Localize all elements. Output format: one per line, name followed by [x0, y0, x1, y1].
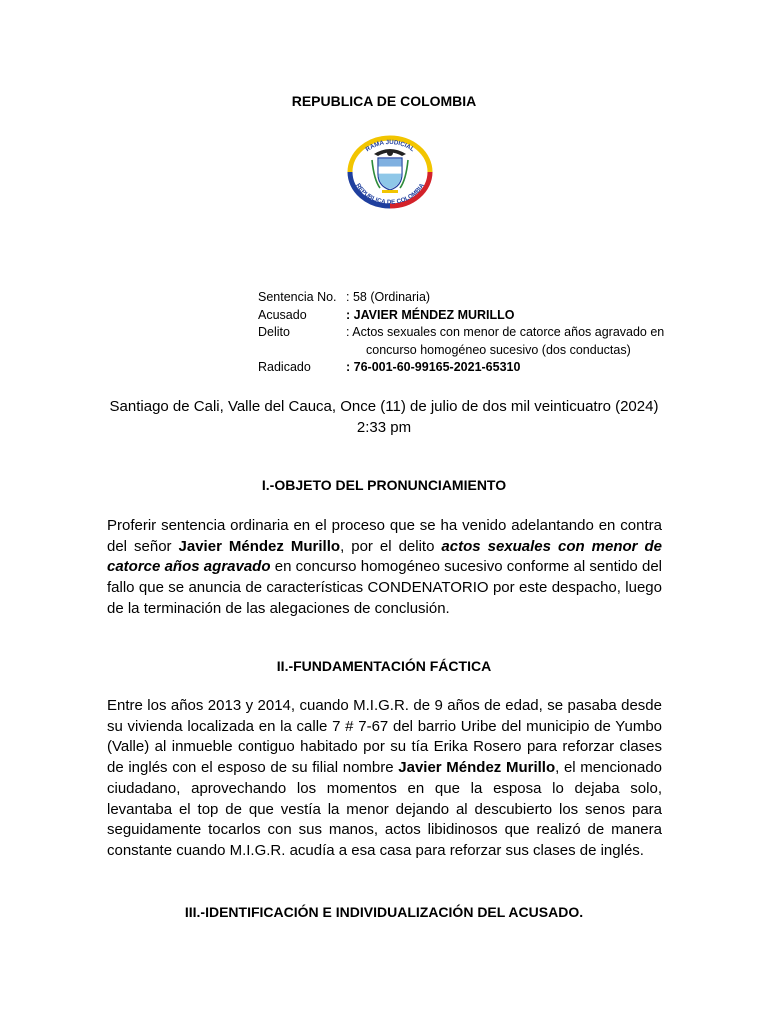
sentencia-value: : 58 (Ordinaria): [346, 290, 431, 304]
accused-name: Javier Méndez Murillo: [398, 759, 556, 777]
section-1-paragraph: Proferir sentencia ordinaria en el proceso que se ha venido adelantando en contra del señor Javier Méndez Murillo, por el delito actos sexuales con menor de catorce años agravado en concurso homogéneo sucesivo conforme al sentido del fallo que se anuncia de características CONDENATORIO por este despacho, luego de la terminación de las alegaciones de conclusión.: [107, 517, 662, 617]
document-title: REPUBLICA DE COLOMBIA: [291, 93, 477, 109]
acusado-value: : JAVIER MÉNDEZ MURILLO: [346, 307, 515, 322]
time-line: 2:33 pm: [356, 419, 412, 436]
sentencia-row: [258, 289, 696, 307]
radicado-value: : 76-001-60-99165-2021-65310: [346, 360, 521, 374]
place-and-date: [0, 396, 768, 438]
case-metadata: [258, 289, 696, 377]
delito-row: [258, 324, 696, 342]
acusado-row: [258, 307, 696, 325]
section-3-heading: III.-IDENTIFICACIÓN E INDIVIDUALIZACIÓN DEL ACUSADO.: [184, 904, 584, 920]
accused-name: Javier Méndez Murillo: [178, 537, 341, 555]
delito-row-continued: [258, 342, 696, 360]
place-date-line: Santiago de Cali, Valle del Cauca, Once (11) de julio de dos mil veinticuatro (2024): [109, 398, 659, 415]
delito-value: : Actos sexuales con menor de catorce años agravado en: [346, 325, 665, 339]
delito-value-continued: concurso homogéneo sucesivo (dos conductas): [366, 342, 631, 357]
crime-name: actos sexuales con menor de catorce años agravado: [107, 537, 662, 576]
radicado-label: Radicado: [258, 360, 311, 374]
coat-of-arms-icon: [372, 149, 408, 193]
svg-text:REPUBLICA DE COLOMBIA: REPUBLICA DE COLOMBIA: [354, 182, 426, 207]
delito-label: Delito: [258, 325, 290, 339]
section-2-heading: II.-FUNDAMENTACIÓN FÁCTICA: [276, 658, 492, 674]
section-1-heading: I.-OBJETO DEL PRONUNCIAMIENTO: [261, 477, 507, 493]
radicado-row: [258, 359, 696, 377]
rama-judicial-seal-logo: [344, 134, 436, 210]
acusado-label: Acusado: [258, 307, 307, 322]
svg-text:RAMA JUDICIAL: RAMA JUDICIAL: [364, 138, 416, 154]
section-2-paragraph: Entre los años 2013 y 2014, cuando M.I.G.R. de 9 años de edad, se pasaba desde su vivienda localizada en la calle 7 # 7-67 del barrio Uribe del municipio de Yumbo (Valle) al inmueble contiguo habitado por su tía Erika Rosero para reforzar clases de inglés con el esposo de su filial nombre Javier Méndez Murillo, el mencionado ciudadano, aprovechando los momentos en que la esposa lo dejaba solo, levantaba el top de que vestía la menor dejando al descubierto los senos para seguidamente tocarlos con sus manos, actos libidinosos que realizó de manera constante cuando M.I.G.R. acudía a esa casa para reforzar sus clases de inglés.: [107, 697, 663, 859]
sentencia-label: Sentencia No.: [258, 290, 337, 304]
